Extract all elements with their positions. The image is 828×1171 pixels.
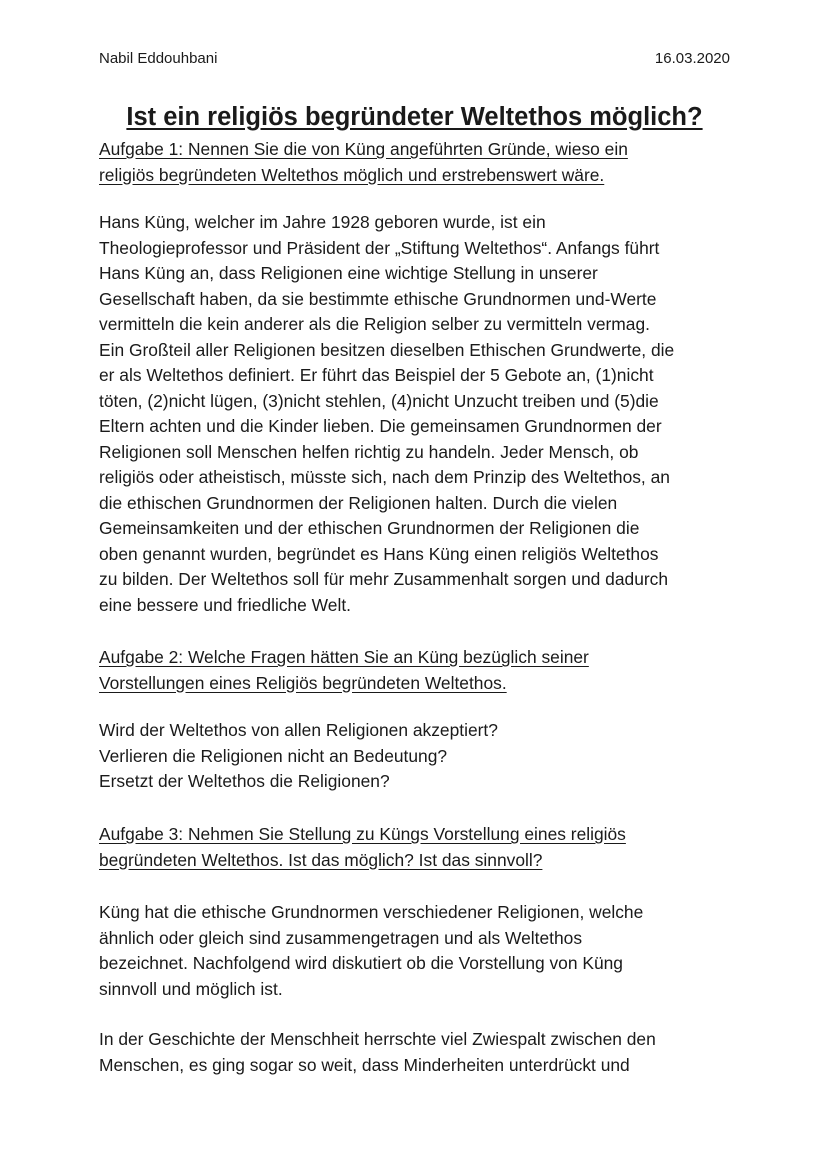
text-line: Theologieprofessor und Präsident der „Stiftung Weltethos“. Anfangs führt — [99, 237, 660, 258]
text-line: Hans Küng an, dass Religionen eine wichtige Stellung in unserer — [99, 263, 598, 283]
document-date: 16.03.2020 — [654, 50, 730, 67]
task-line: Aufgabe 1: Nennen Sie die von Küng angeführten Gründe, wieso ein — [99, 139, 628, 159]
question-line: Ersetzt der Weltethos die Religionen? — [99, 771, 390, 791]
task-line: Aufgabe 2: Welche Fragen hätten Sie an Küng bezüglich seiner — [99, 647, 589, 667]
author-name: Nabil Eddouhbani — [99, 50, 218, 67]
text-line: Menschen, es ging sogar so weit, dass Minderheiten unterdrückt und — [99, 1054, 630, 1075]
text-line: ähnlich oder gleich sind zusammengetragen und als Weltethos — [99, 927, 583, 948]
answer-2-questions — [99, 718, 739, 795]
text-line: bezeichnet. Nachfolgend wird diskutiert ob die Vorstellung von Küng — [99, 953, 623, 973]
text-line: vermitteln die kein anderer als die Religion selber zu vermitteln vermag. — [99, 314, 650, 334]
text-line: töten, (2)nicht lügen, (3)nicht stehlen, (4)nicht Unzucht treiben und (5)die — [99, 390, 659, 411]
answer-3-continuation — [99, 1027, 739, 1078]
task-line: begründeten Weltethos. Ist das möglich? Ist das sinnvoll? — [99, 849, 543, 870]
text-line: zu bilden. Der Weltethos soll für mehr Zusammenhalt sorgen und dadurch — [99, 569, 669, 589]
text-line: eine bessere und friedliche Welt. — [99, 594, 351, 615]
answer-1-paragraph — [99, 210, 739, 618]
text-line: Küng hat die ethische Grundnormen verschiedener Religionen, welche — [99, 902, 644, 922]
text-line: die ethischen Grundnormen der Religionen halten. Durch die vielen — [99, 492, 618, 513]
question-line: Wird der Weltethos von allen Religionen akzeptiert? — [99, 720, 498, 740]
task-1-heading — [99, 137, 739, 188]
text-line: religiös oder atheistisch, müsste sich, nach dem Prinzip des Weltethos, an — [99, 467, 670, 487]
text-line: er als Weltethos definiert. Er führt das Beispiel der 5 Gebote an, (1)nicht — [99, 365, 654, 385]
task-line: Vorstellungen eines Religiös begründeten Weltethos. — [99, 672, 507, 693]
question-line: Verlieren die Religionen nicht an Bedeutung? — [99, 745, 448, 766]
text-line: Hans Küng, welcher im Jahre 1928 geboren wurde, ist ein — [99, 212, 546, 232]
task-3-heading — [99, 822, 739, 873]
text-line: In der Geschichte der Menschheit herrschte viel Zwiespalt zwischen den — [99, 1029, 656, 1049]
text-line: sinnvoll und möglich ist. — [99, 978, 283, 999]
document-title: Ist ein religiös begründeter Weltethos möglich? — [126, 103, 703, 131]
task-2-heading — [99, 645, 739, 696]
text-line: Religionen soll Menschen helfen richtig zu handeln. Jeder Mensch, ob — [99, 441, 639, 462]
text-line: Ein Großteil aller Religionen besitzen dieselben Ethischen Grundwerte, die — [99, 339, 675, 360]
text-line: Eltern achten und die Kinder lieben. Die gemeinsamen Grundnormen der — [99, 416, 662, 436]
answer-3-paragraph — [99, 900, 739, 1002]
text-line: Gemeinsamkeiten und der ethischen Grundnormen der Religionen die — [99, 518, 640, 538]
text-line: oben genannt wurden, begründet es Hans Küng einen religiös Weltethos — [99, 543, 659, 564]
text-line: Gesellschaft haben, da sie bestimmte ethische Grundnormen und-Werte — [99, 288, 657, 309]
page-header — [99, 50, 730, 72]
task-line: religiös begründeten Weltethos möglich und erstrebenswert wäre. — [99, 164, 605, 185]
task-line: Aufgabe 3: Nehmen Sie Stellung zu Küngs Vorstellung eines religiös — [99, 824, 626, 844]
